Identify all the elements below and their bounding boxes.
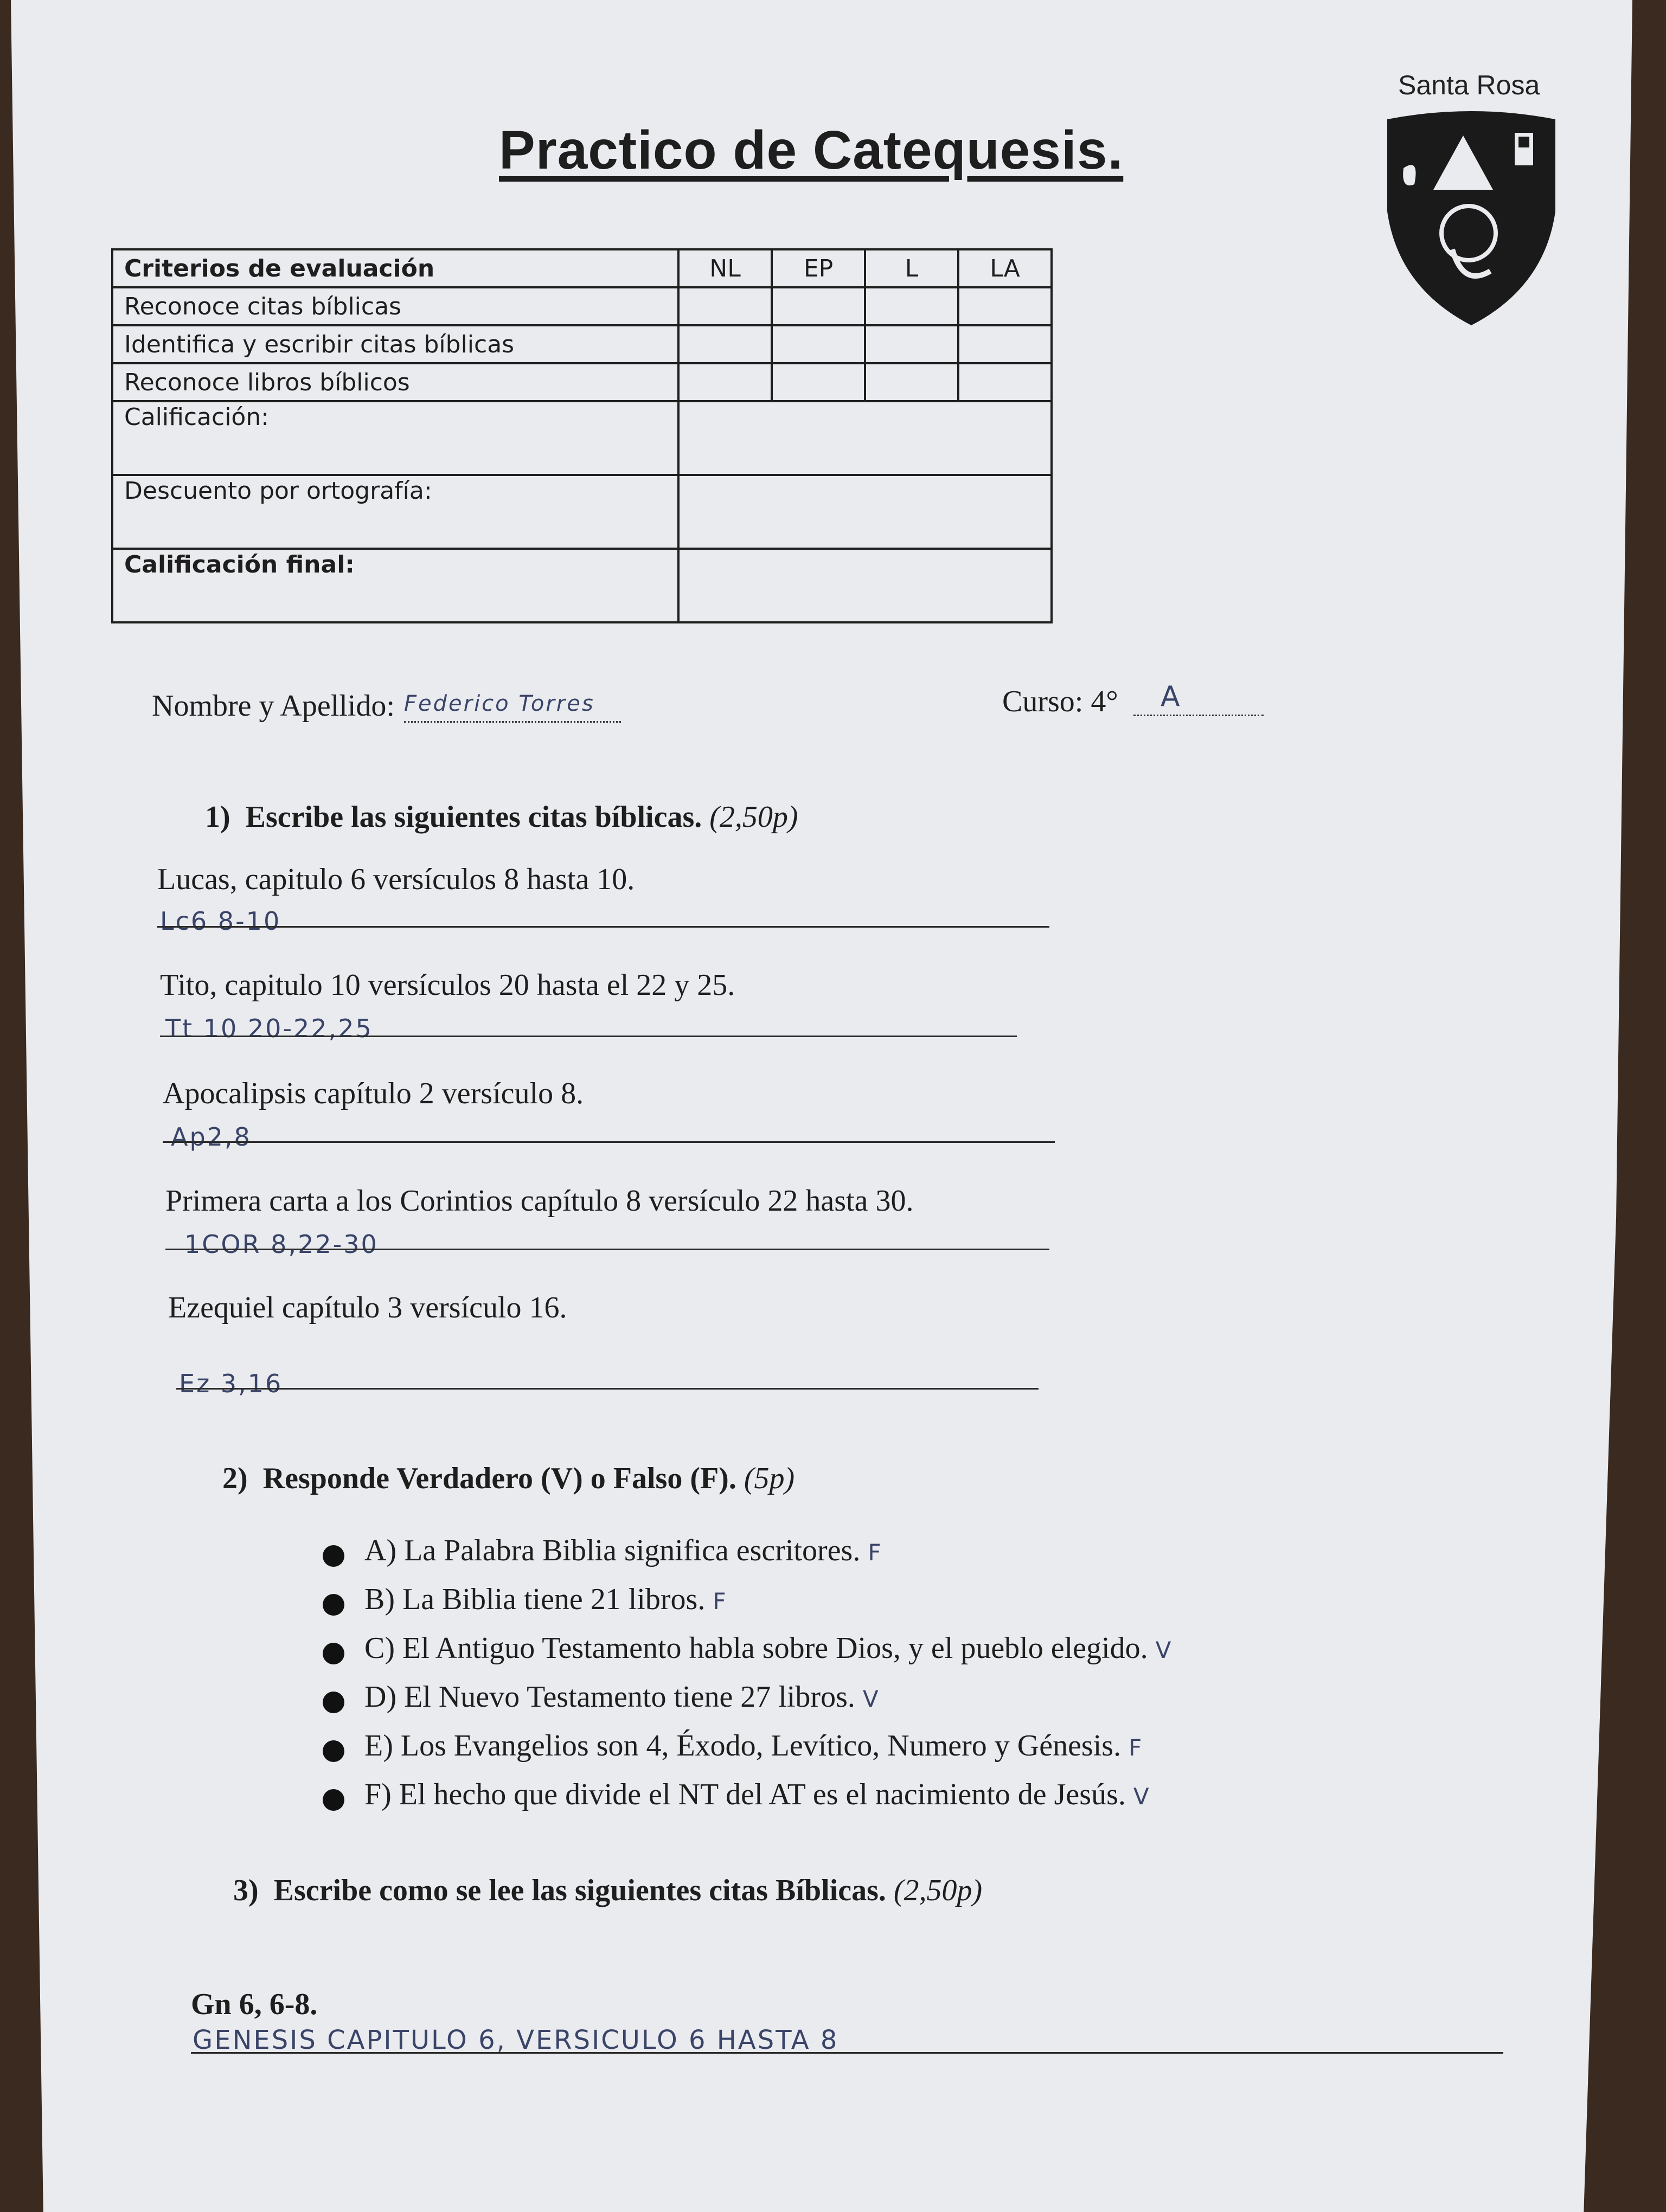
bullet-icon (323, 1643, 344, 1664)
answer-line (157, 926, 1049, 928)
spelling-discount-label: Descuento por ortografía: (112, 475, 678, 549)
answer-line (191, 2052, 1503, 2054)
column-ep: EP (772, 249, 865, 287)
section3-title: Escribe como se lee las siguientes citas Bíblicas. (273, 1874, 886, 1907)
grade-cell (772, 287, 865, 325)
true-false-statement (364, 1631, 1171, 1666)
grade-cell (958, 287, 1052, 325)
citation-answer: Lc6 8-10 (160, 906, 281, 936)
student-answer: F (713, 1588, 726, 1615)
statement-text: A) La Palabra Biblia significa escritores. (364, 1534, 861, 1567)
true-false-statement (364, 1728, 1142, 1763)
bullet-icon (323, 1789, 344, 1811)
section2-title: Responde Verdadero (V) o Falso (F). (262, 1462, 736, 1495)
citation-prompt: Tito, capitulo 10 versículos 20 hasta el 22 y 25. (160, 968, 735, 1002)
bullet-icon (323, 1594, 344, 1616)
citation-prompt: Apocalipsis capítulo 2 versículo 8. (163, 1077, 584, 1110)
grade-cell (772, 325, 865, 363)
grade-cell (958, 363, 1052, 401)
student-answer: V (862, 1686, 879, 1712)
section2-points: (5p) (744, 1462, 795, 1495)
section1-heading (205, 800, 798, 834)
grade-cell (678, 363, 772, 401)
answer-line (165, 1249, 1049, 1250)
grade-cell (958, 325, 1052, 363)
spelling-discount-cell (678, 475, 1052, 549)
course-dotted-line (1133, 715, 1264, 716)
grade-label: Calificación: (112, 401, 678, 475)
school-crest-logo (1382, 108, 1561, 331)
grade-cell (772, 363, 865, 401)
column-nl: NL (678, 249, 772, 287)
grade-cell (678, 325, 772, 363)
column-l: L (865, 249, 958, 287)
section1-points: (2,50p) (709, 800, 798, 834)
section1-number: 1) (205, 800, 230, 834)
statement-text: D) El Nuevo Testamento tiene 27 libros. (364, 1680, 855, 1714)
answer-line (163, 1141, 1055, 1143)
section2-heading (222, 1461, 794, 1496)
section3-heading (233, 1873, 982, 1908)
section3-number: 3) (233, 1874, 259, 1907)
statement-text: B) La Biblia tiene 21 libros. (364, 1583, 706, 1616)
bullet-icon (323, 1740, 344, 1762)
answer-line (176, 1388, 1039, 1390)
reading-citation: Gn 6, 6-8. (191, 1988, 318, 2021)
school-name: Santa Rosa (1398, 70, 1540, 100)
section1-title: Escribe las siguientes citas bíblicas. (245, 800, 702, 834)
citation-answer: Ez 3,16 (179, 1369, 283, 1398)
student-answer: V (1133, 1783, 1149, 1810)
reading-answer: GENESIS CAPITULO 6, VERSICULO 6 HASTA 8 (193, 2025, 839, 2055)
student-answer: F (868, 1539, 881, 1566)
citation-answer: Tt 10 20-22,25 (165, 1014, 373, 1043)
citation-prompt: Primera carta a los Corintios capítulo 8 versículo 22 hasta 30. (165, 1184, 914, 1218)
column-la: LA (958, 249, 1052, 287)
name-label: Nombre y Apellido: (152, 689, 395, 723)
citation-answer: Ap2,8 (171, 1122, 252, 1152)
bullet-icon (323, 1545, 344, 1567)
grade-cell (865, 363, 958, 401)
grade-value-cell (678, 401, 1052, 475)
statement-text: C) El Antiguo Testamento habla sobre Dios, y el pueblo elegido. (364, 1631, 1148, 1665)
true-false-statement (364, 1680, 879, 1714)
grade-cell (865, 325, 958, 363)
course-label: Curso: 4° (1002, 685, 1118, 718)
citation-prompt: Lucas, capitulo 6 versículos 8 hasta 10. (157, 863, 635, 896)
citation-answer: 1COR 8,22-30 (184, 1230, 379, 1259)
criteria-header: Criterios de evaluación (112, 249, 678, 287)
name-dotted-line (404, 721, 621, 723)
true-false-statement (364, 1777, 1149, 1812)
criterion-row: Reconoce citas bíblicas (112, 287, 678, 325)
statement-text: E) Los Evangelios son 4, Éxodo, Levítico, Numero y Génesis. (364, 1729, 1122, 1763)
statement-text: F) El hecho que divide el NT del AT es el nacimiento de Jesús. (364, 1778, 1126, 1811)
student-answer: V (1155, 1637, 1171, 1663)
grade-cell (678, 287, 772, 325)
section2-number: 2) (222, 1462, 248, 1495)
page-title: Practico de Catequesis. (499, 120, 1124, 181)
final-grade-cell (678, 549, 1052, 622)
final-grade-label: Calificación final: (112, 549, 678, 622)
criterion-row: Reconoce libros bíblicos (112, 363, 678, 401)
answer-line (160, 1036, 1017, 1037)
course-value: A (1161, 680, 1182, 713)
student-name-value: Federico Torres (404, 691, 595, 716)
true-false-statement (364, 1582, 726, 1617)
criterion-row: Identifica y escribir citas bíblicas (112, 325, 678, 363)
citation-prompt: Ezequiel capítulo 3 versículo 16. (168, 1291, 567, 1324)
bullet-icon (323, 1692, 344, 1713)
evaluation-criteria-table (111, 248, 1053, 623)
true-false-statement (364, 1533, 881, 1568)
grade-cell (865, 287, 958, 325)
section3-points: (2,50p) (893, 1874, 983, 1907)
student-answer: F (1129, 1734, 1142, 1761)
